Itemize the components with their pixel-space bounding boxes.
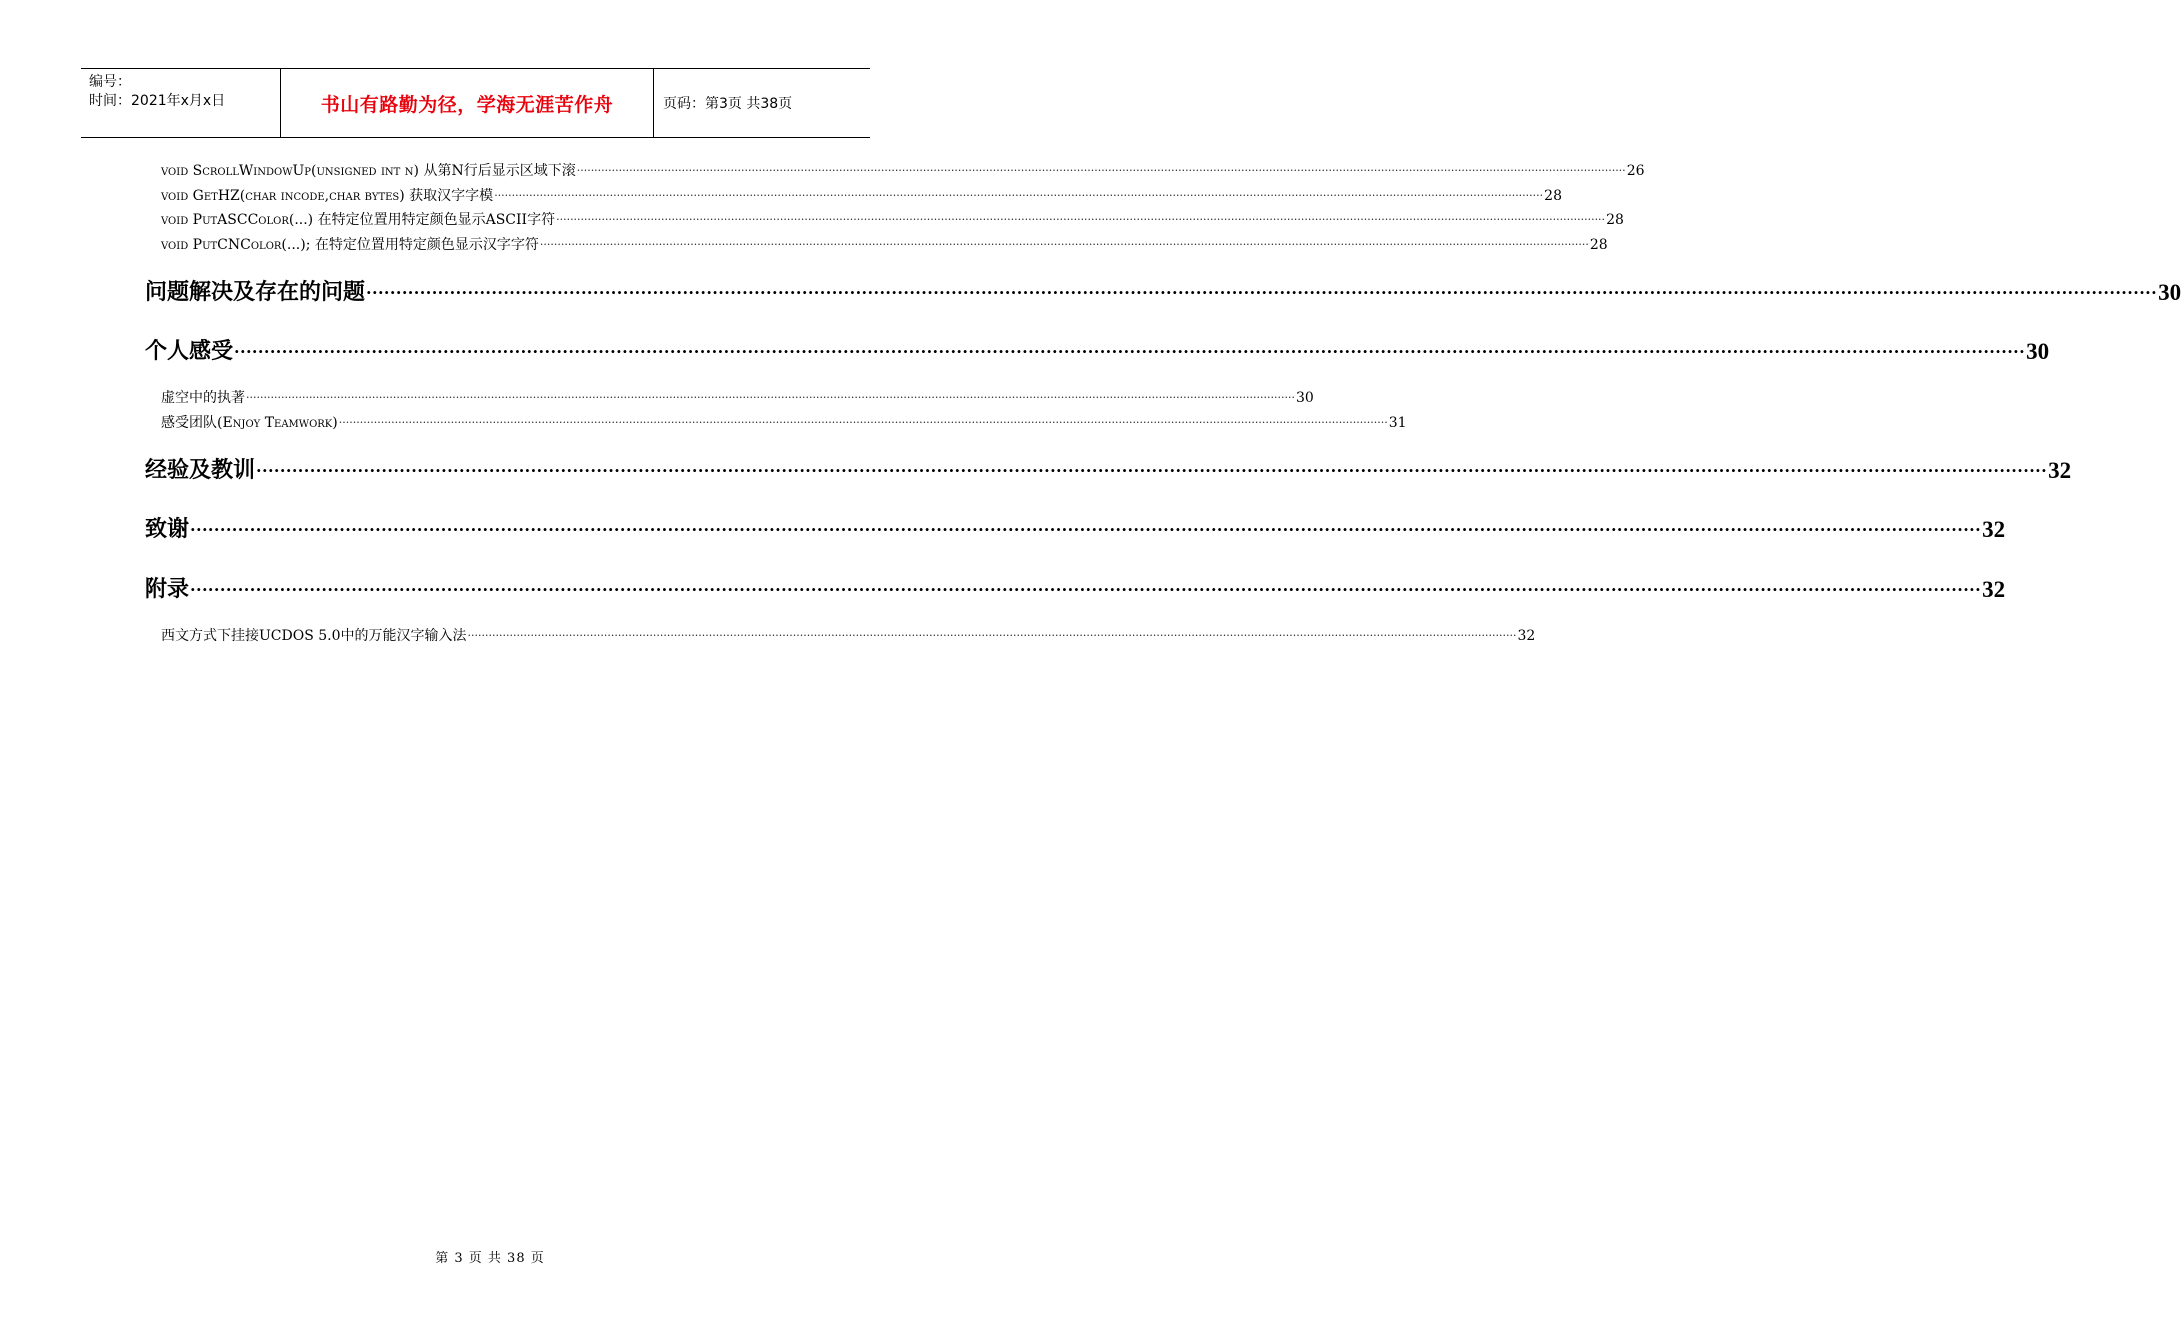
toc-leader-dots: ············································································································································································································································································································: [246, 391, 1295, 404]
toc-entry-page: 32: [1517, 628, 1536, 644]
toc-entry-page: 28: [1589, 237, 1608, 253]
toc-entry-page: 28: [1544, 188, 1562, 204]
toc-chapter-page: 32: [1982, 517, 2006, 542]
toc-chapter-page: 32: [2048, 458, 2072, 483]
toc-leader-dots: ············································································································································································································································································································: [234, 342, 2026, 361]
toc-entry-title: void PutASCColor(...) 在特定位置用特定颜色显示ASCII字符: [161, 212, 556, 228]
toc-chapter[interactable]: [145, 575, 2006, 605]
page-footer: 第 3 页 共 38 页: [435, 1251, 545, 1266]
toc-entry-page: 28: [1606, 212, 1624, 228]
toc-entry-page: 30: [1295, 390, 1314, 406]
toc-entry[interactable]: [161, 186, 1562, 206]
toc-chapter-title: 问题解决及存在的问题: [145, 280, 366, 305]
header-time-label: 时间：2021年x月x日: [89, 93, 226, 109]
header-number-label: 编号：: [89, 74, 131, 90]
toc-leader-dots: ············································································································································································································································································································: [467, 629, 1517, 642]
toc-entry-title: void GetHZ(char incode,char bytes) 获取汉字字模: [161, 188, 494, 204]
toc-leader-dots: ············································································································································································································································································································: [539, 238, 1589, 251]
toc-chapter[interactable]: [145, 337, 2050, 367]
toc-leader-dots: ············································································································································································································································································································: [576, 164, 1626, 177]
toc-entry-title: 西文方式下挂接UCDOS 5.0中的万能汉字输入法: [161, 628, 467, 644]
page-header: [81, 68, 870, 138]
toc-leader-dots: ············································································································································································································································································································: [190, 520, 1982, 539]
toc-leader-dots: ············································································································································································································································································································: [190, 580, 1982, 599]
toc-entry[interactable]: [161, 388, 1314, 408]
toc-entry-page: 31: [1388, 415, 1407, 431]
toc-entry[interactable]: [161, 626, 1536, 646]
toc-leader-dots: ············································································································································································································································································································: [366, 283, 2158, 302]
toc-entry-title: 感受团队(Enjoy Teamwork): [161, 415, 338, 431]
toc-chapter-title: 经验及教训: [145, 458, 256, 483]
header-motto: 书山有路勤为径，学海无涯苦作舟: [320, 93, 614, 116]
toc-entry-page: 26: [1626, 163, 1645, 179]
toc-chapter[interactable]: [145, 515, 2006, 545]
toc-leader-dots: ············································································································································································································································································································: [338, 416, 1388, 429]
toc-entry[interactable]: [161, 210, 1624, 230]
toc-leader-dots: ············································································································································································································································································································: [256, 461, 2048, 480]
header-meta: [81, 69, 281, 137]
toc-chapter-page: 32: [1982, 577, 2006, 602]
toc-leader-dots: ············································································································································································································································································································: [494, 189, 1544, 202]
toc-chapter-title: 个人感受: [145, 339, 234, 364]
toc-chapter[interactable]: [145, 278, 2181, 308]
toc-leader-dots: ············································································································································································································································································································: [556, 213, 1606, 226]
header-page-info-cell: [654, 69, 870, 137]
toc-chapter[interactable]: [145, 456, 2072, 486]
toc-chapter-page: 30: [2026, 339, 2050, 364]
toc-chapter-title: 附录: [145, 577, 190, 602]
header-motto-cell: [281, 69, 654, 137]
toc-entry[interactable]: [161, 161, 1645, 181]
toc-entry-title: void PutCNColor(...); 在特定位置用特定颜色显示汉字字符: [161, 237, 539, 253]
toc-entry[interactable]: [161, 235, 1608, 255]
header-page-info: 页码：第3页 共38页: [663, 96, 793, 112]
toc-chapter-page: 30: [2158, 280, 2181, 305]
toc-entry-title: 虚空中的执著: [161, 390, 245, 406]
toc-entry[interactable]: [161, 413, 1407, 433]
toc-entry-title: void ScrollWindowUp(unsigned int n) 从第N行后显示区域下滚: [161, 163, 576, 179]
toc-chapter-title: 致谢: [145, 517, 190, 542]
